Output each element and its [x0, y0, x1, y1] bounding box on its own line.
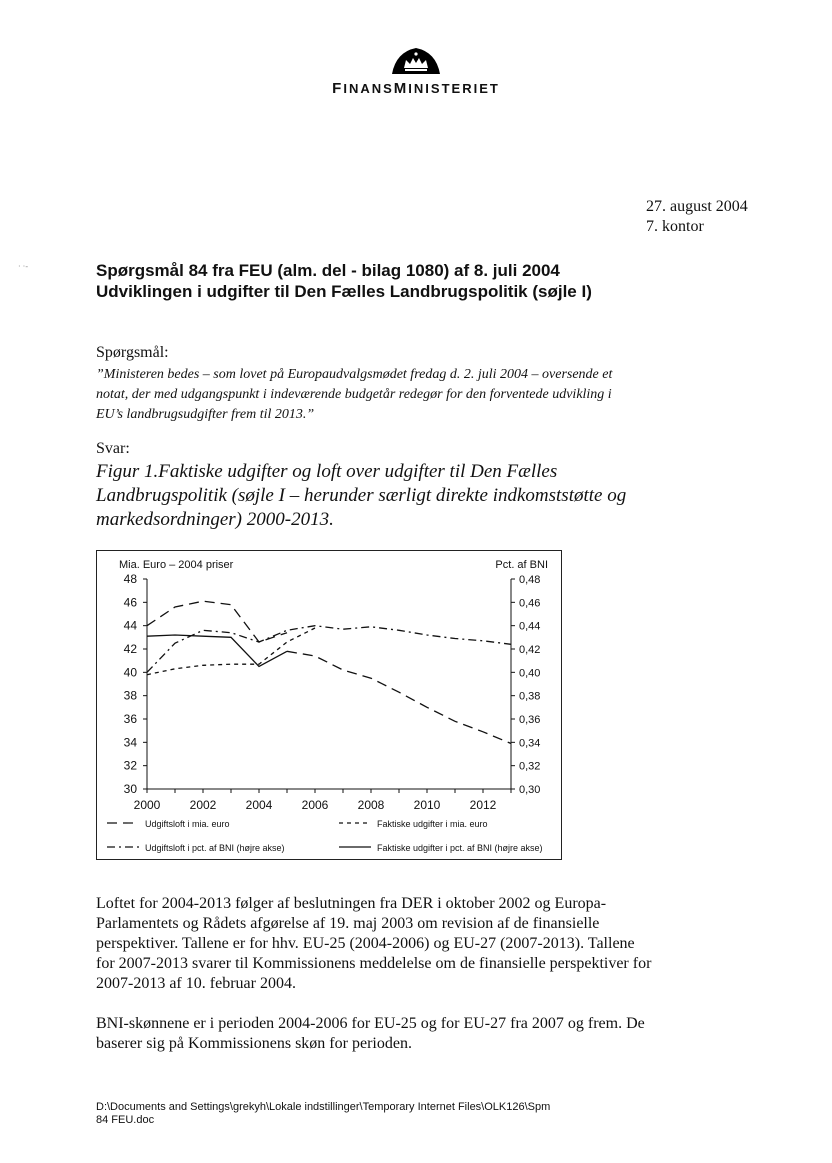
y-tick-label-right: 0,46: [519, 597, 541, 610]
answer-label: Svar:: [96, 440, 130, 457]
legend-label: Udgiftsloft i mia. euro: [145, 819, 230, 829]
y-tick-label-right: 0,32: [519, 760, 541, 773]
y-tick-label-left: 38: [123, 688, 137, 703]
y-axis-left-label: Mia. Euro – 2004 priser: [119, 559, 234, 571]
y-axis-right-label: Pct. af BNI: [495, 559, 548, 571]
x-tick-label: 2000: [133, 798, 161, 812]
y-tick-label-right: 0,48: [519, 574, 541, 586]
crown-icon: [388, 44, 444, 76]
x-tick-label: 2010: [413, 798, 441, 812]
legend-label: Faktiske udgifter i pct. af BNI (højre akse): [377, 843, 543, 853]
y-tick-label-left: 42: [123, 642, 137, 656]
question-text: ”Ministeren bedes – som lovet på Europaudvalgsmødet fredag d. 2. juli 2004 – oversende et notat, der med udgangspunkt i indeværende budgetår redegør for den forventede udvikling i EU’s landbrugsudgifter frem til 2013.”: [96, 367, 613, 422]
office-label: 7. kontor: [646, 218, 704, 235]
y-tick-label-right: 0,40: [519, 667, 541, 680]
y-tick-label-left: 34: [123, 735, 137, 750]
x-tick-label: 2006: [301, 798, 329, 812]
x-tick-label: 2002: [189, 798, 217, 812]
y-tick-label-right: 0,30: [519, 784, 541, 796]
y-tick-label-left: 36: [123, 712, 137, 726]
legend-label: Udgiftsloft i pct. af BNI (højre akse): [145, 843, 285, 853]
x-tick-label: 2008: [357, 798, 385, 812]
series-line-3: [147, 626, 511, 673]
file-path-footer: [96, 1101, 550, 1127]
y-tick-label-right: 0,38: [519, 690, 541, 703]
x-tick-label: 2004: [245, 798, 273, 812]
document-date: 27. august 2004: [646, 198, 748, 215]
ministry-wordmark: FINANSMINISTERIET: [332, 80, 500, 97]
y-tick-label-right: 0,36: [519, 714, 541, 726]
y-tick-label-left: 30: [123, 782, 137, 796]
y-tick-label-left: 46: [123, 595, 137, 610]
figure-title: Figur 1.Faktiske udgifter og loft over udgifter til Den Fælles Landbrugspolitik (søjle I – herunder særligt direkte indkomststøtte og markedsordninger) 2000-2013.: [96, 461, 627, 530]
y-tick-label-left: 48: [123, 572, 137, 586]
y-tick-label-right: 0,42: [519, 644, 541, 656]
paragraph-bni: BNI-skønnene er i perioden 2004-2006 for EU-25 og for EU-27 fra 2007 og frem. De baserer sig på Kommissionens skøn for perioden.: [96, 1015, 645, 1052]
logo: [388, 44, 444, 76]
y-tick-label-right: 0,44: [519, 620, 541, 633]
y-tick-label-left: 32: [123, 758, 137, 773]
y-tick-label-left: 44: [123, 618, 137, 633]
file-path-line-2: 84 FEU.doc: [96, 1114, 155, 1126]
stray-mark: · ·-: [18, 262, 28, 271]
y-tick-label-left: 40: [123, 665, 137, 680]
chart-frame: [96, 550, 562, 860]
y-tick-label-right: 0,34: [519, 737, 541, 750]
series-line-5: [287, 651, 511, 743]
legend-label: Faktiske udgifter i mia. euro: [377, 819, 488, 829]
file-path-line-1: D:\Documents and Settings\grekyh\Lokale indstillinger\Temporary Internet Files\OLK126\Spm: [96, 1101, 551, 1113]
question-label: Spørgsmål:: [96, 344, 169, 361]
line-chart: [97, 551, 561, 859]
x-tick-label: 2012: [469, 798, 497, 812]
paragraph-loft: Loftet for 2004-2013 følger af beslutningen fra DER i oktober 2002 og Europa-Parlamentets og Rådets afgørelse af 19. maj 2003 om revision af de finansielle perspektiver. Tallene er for hhv. EU-25 (2004-2006) og EU-27 (2007-2013). Tallene for 2007-2013 svarer til Kommissionens meddelelse om de finansielle perspektiver for 2007-2013 af 10. februar 2004.: [96, 895, 652, 992]
document-title: Spørgsmål 84 fra FEU (alm. del - bilag 1080) af 8. juli 2004 Udviklingen i udgifter til Den Fælles Landbrugspolitik (søjle I): [96, 261, 592, 301]
